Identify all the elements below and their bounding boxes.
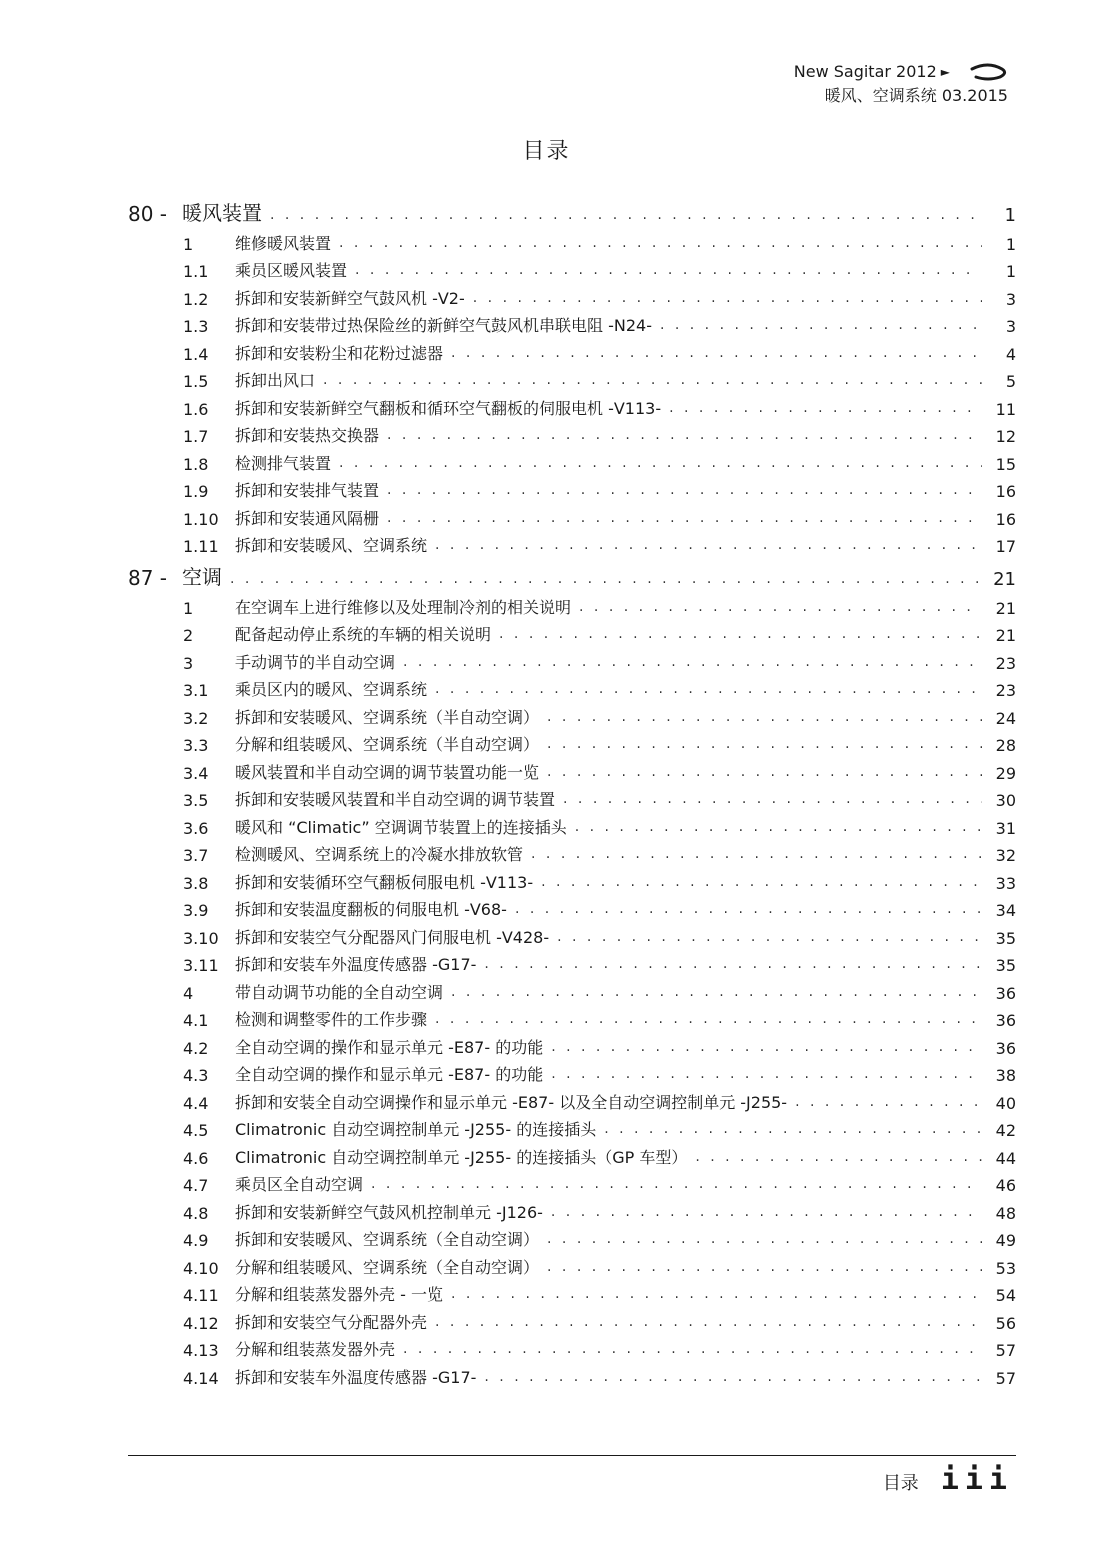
- toc-entry[interactable]: [128, 1113, 1016, 1141]
- toc-chapter[interactable]: [128, 192, 1016, 226]
- entry-page-number: 35: [995, 928, 1016, 948]
- entry-number: 3.7: [183, 846, 209, 865]
- entry-title: 带自动调节功能的全自动空调: [235, 982, 444, 1002]
- dot-leader: [551, 1041, 982, 1053]
- dot-leader: [323, 374, 982, 386]
- chapter-number: 80 -: [128, 202, 168, 226]
- entry-number: 4.3: [183, 1066, 209, 1085]
- entry-page-number: 56: [995, 1313, 1016, 1333]
- chapter-title: 暖风装置: [182, 201, 262, 225]
- toc-chapter[interactable]: [128, 556, 1016, 590]
- entry-page-number: 28: [995, 736, 1016, 755]
- entry-title: 拆卸和安装暖风、空调系统（半自动空调）: [235, 707, 540, 727]
- entry-title: 暖风装置和半自动空调的调节装置功能一览: [235, 762, 540, 782]
- dot-leader: [551, 1068, 982, 1080]
- toc-entry[interactable]: [128, 391, 1016, 419]
- dot-leader: [387, 484, 982, 496]
- entry-title: 分解和组装暖风、空调系统（半自动空调）: [235, 735, 540, 754]
- footer-divider: [128, 1455, 1016, 1456]
- toc-entry[interactable]: [128, 501, 1016, 529]
- toc-entry[interactable]: [128, 364, 1016, 392]
- dot-leader: [484, 1371, 982, 1383]
- toc-entry[interactable]: [128, 618, 1016, 646]
- toc-entry[interactable]: [128, 975, 1016, 1003]
- entry-title: 分解和组装暖风、空调系统（全自动空调）: [235, 1257, 540, 1277]
- entry-title: 拆卸和安装热交换器: [235, 426, 380, 445]
- toc-entry[interactable]: [128, 1250, 1016, 1278]
- toc-entry[interactable]: [128, 673, 1016, 701]
- entry-page-number: 16: [995, 509, 1016, 529]
- entry-number: 4.11: [183, 1286, 219, 1305]
- toc-entry[interactable]: [128, 336, 1016, 364]
- dot-leader: [531, 848, 982, 860]
- footer-page-number: iii: [940, 1462, 1013, 1497]
- entry-page-number: 23: [995, 681, 1016, 700]
- entry-number: 1.5: [183, 372, 209, 391]
- entry-number: 3.6: [183, 818, 209, 838]
- dot-leader: [435, 683, 982, 695]
- entry-title: 暖风和 “Climatic” 空调调节装置上的连接插头: [235, 817, 567, 837]
- dot-leader: [473, 292, 982, 304]
- entry-number: 4.2: [183, 1038, 209, 1058]
- entry-title: 检测暖风、空调系统上的冷凝水排放软管: [235, 845, 524, 864]
- toc-entry[interactable]: [128, 226, 1016, 254]
- toc-entry[interactable]: [128, 1140, 1016, 1168]
- dot-leader: [499, 628, 982, 640]
- entry-page-number: 12: [995, 427, 1016, 446]
- entry-title: 手动调节的半自动空调: [235, 652, 396, 672]
- toc-entry[interactable]: [128, 1333, 1016, 1361]
- toc-entry[interactable]: [128, 446, 1016, 474]
- dot-leader: [387, 429, 982, 441]
- entry-page-number: 32: [995, 846, 1016, 865]
- entry-page-number: 54: [995, 1286, 1016, 1305]
- chapter-title: 空调: [182, 565, 222, 589]
- toc-entry[interactable]: [128, 1168, 1016, 1196]
- dot-leader: [403, 1343, 982, 1355]
- footer-label: 目录: [882, 1473, 919, 1494]
- dot-leader: [451, 986, 982, 998]
- entry-page-number: 36: [995, 1011, 1016, 1030]
- entry-number: 4.1: [183, 1011, 209, 1030]
- toc-entry[interactable]: [128, 1003, 1016, 1031]
- entry-number: 4.5: [183, 1121, 209, 1140]
- entry-page-number: 42: [995, 1121, 1016, 1140]
- entry-title: 乘员区全自动空调: [235, 1175, 364, 1194]
- entry-number: 2: [183, 626, 194, 645]
- entry-title: 配备起动停止系统的车辆的相关说明: [235, 625, 492, 644]
- entry-number: 3.5: [183, 791, 209, 810]
- dot-leader: [339, 237, 982, 249]
- entry-page-number: 57: [995, 1341, 1016, 1360]
- dot-leader: [695, 1151, 982, 1163]
- toc-entry[interactable]: [128, 810, 1016, 838]
- dot-leader: [579, 601, 982, 613]
- toc-entry[interactable]: [128, 920, 1016, 948]
- brand-logo-icon: [968, 63, 1008, 81]
- toc-entry[interactable]: [128, 590, 1016, 618]
- entry-number: 3.2: [183, 708, 209, 728]
- entry-title: 乘员区暖风装置: [235, 261, 348, 280]
- entry-number: 1.10: [183, 509, 219, 529]
- dot-leader: [557, 931, 982, 943]
- entry-title: 拆卸和安装暖风、空调系统: [235, 536, 428, 555]
- toc-entry[interactable]: [128, 1360, 1016, 1388]
- entry-title: 分解和组装蒸发器外壳: [235, 1340, 396, 1359]
- dot-leader: [515, 903, 982, 915]
- toc-entry[interactable]: [128, 254, 1016, 282]
- entry-number: 4.8: [183, 1203, 209, 1223]
- entry-number: 1.1: [183, 262, 209, 281]
- entry-number: 1.9: [183, 482, 209, 501]
- entry-title: 全自动空调的操作和显示单元 -E87- 的功能: [235, 1065, 544, 1084]
- entry-number: 1.8: [183, 454, 209, 474]
- entry-number: 4.14: [183, 1368, 219, 1388]
- entry-number: 3: [183, 653, 194, 673]
- entry-number: 1.4: [183, 344, 209, 364]
- toc-entry[interactable]: [128, 755, 1016, 783]
- entry-number: 4: [183, 983, 194, 1003]
- toc-entry[interactable]: [128, 1278, 1016, 1306]
- entry-number: 4.7: [183, 1176, 209, 1195]
- entry-number: 3.3: [183, 736, 209, 755]
- dot-leader: [660, 319, 982, 331]
- dot-leader: [451, 1288, 982, 1300]
- entry-page-number: 31: [995, 818, 1016, 838]
- header-model-line: [794, 60, 1008, 84]
- entry-number: 3.11: [183, 956, 219, 975]
- entry-title: 乘员区内的暖风、空调系统: [235, 680, 428, 699]
- page-title: 目录: [522, 139, 571, 164]
- toc-entry[interactable]: [128, 1030, 1016, 1058]
- dot-leader: [387, 512, 982, 524]
- chapter-page-number: 21: [993, 569, 1016, 590]
- entry-title: 拆卸和安装暖风装置和半自动空调的调节装置: [235, 790, 556, 809]
- entry-number: 1: [183, 234, 194, 254]
- chapter-page-number: 1: [1004, 205, 1016, 226]
- entry-page-number: 38: [995, 1066, 1016, 1085]
- dot-leader: [669, 402, 982, 414]
- entry-number: 1.3: [183, 317, 209, 336]
- toc-entry[interactable]: [128, 893, 1016, 921]
- dot-leader: [435, 1013, 982, 1025]
- entry-page-number: 35: [995, 956, 1016, 975]
- entry-title: Climatronic 自动空调控制单元 -J255- 的连接插头（GP 车型）: [235, 1147, 688, 1167]
- toc-entry[interactable]: [128, 645, 1016, 673]
- entry-page-number: 16: [995, 482, 1016, 501]
- entry-number: 4.6: [183, 1148, 209, 1168]
- entry-page-number: 4: [1005, 344, 1016, 364]
- entry-title: 拆卸和安装温度翻板的伺服电机 -V68-: [235, 900, 507, 919]
- entry-title: 在空调车上进行维修以及处理制冷剂的相关说明: [235, 597, 572, 617]
- toc-entry[interactable]: [128, 865, 1016, 893]
- entry-page-number: 1: [1005, 262, 1016, 281]
- entry-page-number: 40: [995, 1093, 1016, 1113]
- entry-number: 1.2: [183, 289, 209, 309]
- toc-entry[interactable]: [128, 700, 1016, 728]
- entry-number: 4.12: [183, 1313, 219, 1333]
- entry-title: 分解和组装蒸发器外壳 - 一览: [235, 1285, 443, 1304]
- dot-leader: [551, 1206, 982, 1218]
- dot-leader: [230, 573, 982, 585]
- entry-page-number: 23: [995, 653, 1016, 673]
- toc-entry[interactable]: [128, 1305, 1016, 1333]
- dot-leader: [547, 738, 982, 750]
- dot-leader: [541, 876, 982, 888]
- toc-entry[interactable]: [128, 419, 1016, 447]
- entry-number: 3.8: [183, 873, 209, 893]
- entry-number: 1.11: [183, 537, 219, 556]
- entry-title: 拆卸和安装新鲜空气鼓风机 -V2-: [235, 288, 465, 308]
- entry-title: 拆卸和安装空气分配器风门伺服电机 -V428-: [235, 927, 550, 947]
- entry-page-number: 48: [995, 1203, 1016, 1223]
- entry-number: 1.7: [183, 427, 209, 446]
- entry-title: 拆卸和安装粉尘和花粉过滤器: [235, 343, 444, 363]
- dot-leader: [435, 1316, 982, 1328]
- toc-entry[interactable]: [128, 1223, 1016, 1251]
- toc-entry[interactable]: [128, 529, 1016, 557]
- entry-title: 检测和调整零件的工作步骤: [235, 1010, 428, 1029]
- entry-page-number: 36: [995, 983, 1016, 1003]
- entry-page-number: 49: [995, 1231, 1016, 1250]
- entry-page-number: 15: [995, 454, 1016, 474]
- entry-title: 维修暖风装置: [235, 233, 332, 253]
- entry-page-number: 3: [1005, 289, 1016, 309]
- dot-leader: [451, 347, 982, 359]
- page-header: [794, 60, 1008, 108]
- toc-entry[interactable]: [128, 948, 1016, 976]
- entry-page-number: 30: [995, 791, 1016, 810]
- dot-leader: [484, 958, 982, 970]
- toc-entry[interactable]: [128, 309, 1016, 337]
- dot-leader: [547, 766, 982, 778]
- entry-page-number: 21: [995, 598, 1016, 618]
- entry-title: 拆卸出风口: [235, 371, 316, 390]
- dot-leader: [563, 793, 982, 805]
- entry-title: 拆卸和安装排气装置: [235, 481, 380, 500]
- dot-leader: [547, 711, 982, 723]
- dot-leader: [435, 539, 982, 551]
- entry-page-number: 57: [995, 1368, 1016, 1388]
- entry-title: 拆卸和安装车外温度传感器 -G17-: [235, 955, 477, 974]
- entry-page-number: 46: [995, 1176, 1016, 1195]
- entry-number: 4.10: [183, 1258, 219, 1278]
- table-of-contents: [128, 192, 1016, 1388]
- dot-leader: [547, 1261, 982, 1273]
- dot-leader: [547, 1233, 982, 1245]
- header-subtitle: 暖风、空调系统 03.2015: [824, 86, 1008, 105]
- entry-title: 拆卸和安装暖风、空调系统（全自动空调）: [235, 1230, 540, 1249]
- entry-title: 拆卸和安装新鲜空气鼓风机控制单元 -J126-: [235, 1202, 543, 1222]
- entry-page-number: 11: [995, 399, 1016, 419]
- entry-page-number: 36: [995, 1038, 1016, 1058]
- entry-page-number: 21: [995, 626, 1016, 645]
- chapter-number: 87 -: [128, 566, 168, 590]
- toc-entry[interactable]: [128, 1195, 1016, 1223]
- entry-number: 3.10: [183, 928, 219, 948]
- entry-title: 拆卸和安装新鲜空气翻板和循环空气翻板的伺服电机 -V113-: [235, 398, 662, 418]
- entry-page-number: 24: [995, 708, 1016, 728]
- entry-number: 4.13: [183, 1341, 219, 1360]
- dot-leader: [270, 209, 982, 221]
- entry-page-number: 29: [995, 763, 1016, 783]
- header-model: New Sagitar 2012: [793, 62, 937, 81]
- entry-page-number: 44: [995, 1148, 1016, 1168]
- dot-leader: [339, 457, 982, 469]
- entry-page-number: 17: [995, 537, 1016, 556]
- dot-leader: [403, 656, 982, 668]
- entry-number: 3.4: [183, 763, 209, 783]
- entry-title: 拆卸和安装带过热保险丝的新鲜空气鼓风机串联电阻 -N24-: [235, 316, 652, 335]
- entry-title: 全自动空调的操作和显示单元 -E87- 的功能: [235, 1037, 544, 1057]
- entry-title: 拆卸和安装通风隔栅: [235, 508, 380, 528]
- entry-number: 1: [183, 598, 194, 618]
- dot-leader: [575, 821, 982, 833]
- entry-page-number: 3: [1005, 317, 1016, 336]
- entry-title: 拆卸和安装车外温度传感器 -G17-: [235, 1367, 477, 1387]
- page-footer: [883, 1462, 1013, 1497]
- dot-leader: [604, 1123, 982, 1135]
- entry-title: 拆卸和安装空气分配器外壳: [235, 1312, 428, 1332]
- entry-title: Climatronic 自动空调控制单元 -J255- 的连接插头: [235, 1120, 597, 1139]
- toc-entry[interactable]: [128, 1058, 1016, 1086]
- dot-leader: [355, 264, 982, 276]
- toc-entry[interactable]: [128, 281, 1016, 309]
- entry-title: 拆卸和安装循环空气翻板伺服电机 -V113-: [235, 872, 534, 892]
- toc-entry[interactable]: [128, 783, 1016, 811]
- toc-entry[interactable]: [128, 474, 1016, 502]
- entry-page-number: 5: [1005, 372, 1016, 391]
- dot-leader: [371, 1178, 982, 1190]
- entry-number: 1.6: [183, 399, 209, 419]
- entry-page-number: 1: [1005, 234, 1016, 254]
- entry-title: 拆卸和安装全自动空调操作和显示单元 -E87- 以及全自动空调控制单元 -J255-: [235, 1092, 788, 1112]
- toc-entry[interactable]: [128, 728, 1016, 756]
- toc-entry[interactable]: [128, 1085, 1016, 1113]
- header-arrow-icon: ►: [940, 65, 950, 79]
- entry-number: 3.1: [183, 681, 209, 700]
- entry-page-number: 34: [995, 901, 1016, 920]
- entry-number: 4.4: [183, 1093, 209, 1113]
- entry-page-number: 33: [995, 873, 1016, 893]
- entry-number: 3.9: [183, 901, 209, 920]
- entry-number: 4.9: [183, 1231, 209, 1250]
- entry-page-number: 53: [995, 1258, 1016, 1278]
- toc-entry[interactable]: [128, 838, 1016, 866]
- dot-leader: [795, 1096, 982, 1108]
- entry-title: 检测排气装置: [235, 453, 332, 473]
